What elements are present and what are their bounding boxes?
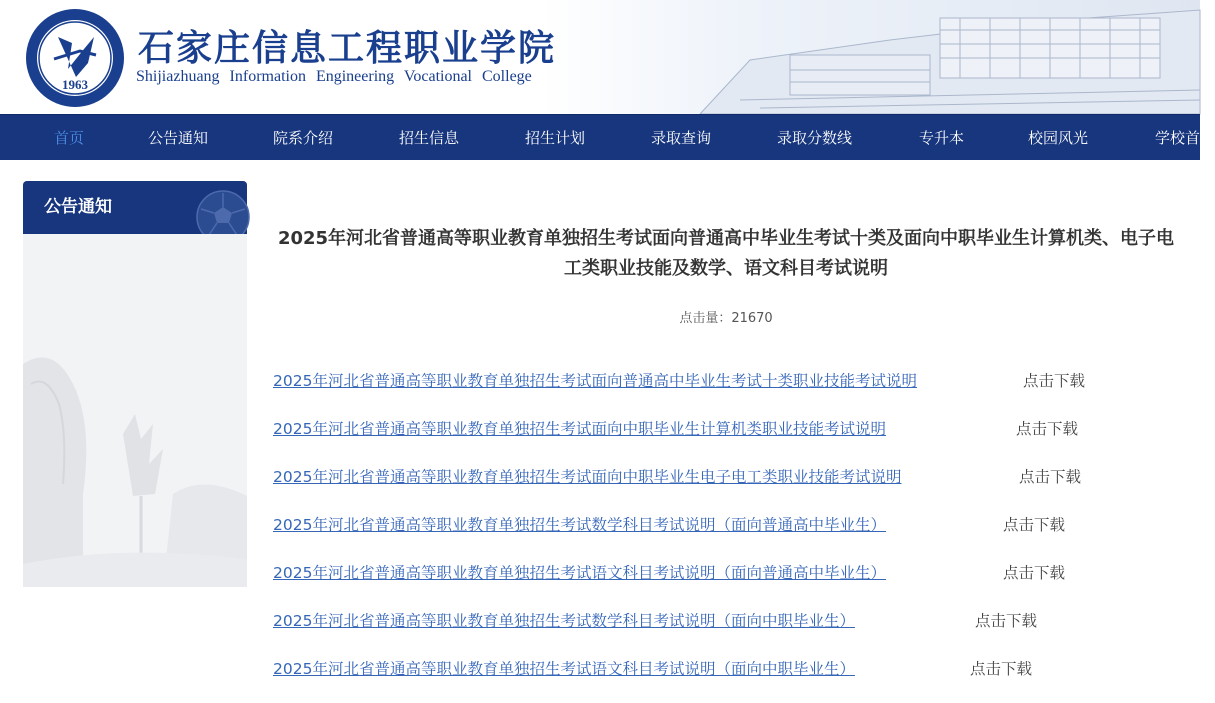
hit-count xyxy=(272,307,1180,326)
document-row xyxy=(273,466,1082,488)
nav-item-admission-info[interactable]: 招生信息 xyxy=(399,129,460,147)
download-link[interactable]: 点击下载 xyxy=(975,612,1038,630)
nav-item-departments[interactable]: 院系介绍 xyxy=(273,129,334,147)
sidebar xyxy=(23,181,247,587)
document-row xyxy=(273,658,1033,680)
nav-item-score-line[interactable]: 录取分数线 xyxy=(777,129,853,147)
college-name-en: Shijiazhuang Information Engineering Vocational College xyxy=(136,68,532,85)
download-link[interactable]: 点击下载 xyxy=(1003,516,1066,534)
download-link[interactable]: 点击下载 xyxy=(1003,564,1066,582)
hit-count-value: 21670 xyxy=(731,311,773,326)
document-row xyxy=(273,514,1066,536)
college-name-cn: 石家庄信息工程职业学院 xyxy=(138,27,557,69)
sidebar-landscape-illustration xyxy=(23,234,247,587)
document-link[interactable]: 2025年河北省普通高等职业教育单独招生考试面向普通高中毕业生考试十类职业技能考试说明 xyxy=(273,372,917,390)
document-row xyxy=(273,610,1038,632)
site-header xyxy=(0,0,1200,114)
document-link[interactable]: 2025年河北省普通高等职业教育单独招生考试数学科目考试说明（面向普通高中毕业生） xyxy=(273,516,886,534)
nav-item-home[interactable]: 首页 xyxy=(54,129,85,147)
download-link[interactable]: 点击下载 xyxy=(1023,372,1086,390)
download-link[interactable]: 点击下载 xyxy=(1019,468,1082,486)
sidebar-title: 公告通知 xyxy=(44,197,112,217)
document-link[interactable]: 2025年河北省普通高等职业教育单独招生考试数学科目考试说明（面向中职毕业生） xyxy=(273,612,855,630)
college-seal-logo xyxy=(24,7,126,109)
nav-item-admission-plan[interactable]: 招生计划 xyxy=(525,129,586,147)
nav-item-admission-query[interactable]: 录取查询 xyxy=(651,129,712,147)
document-row xyxy=(273,418,1079,440)
main-nav xyxy=(0,114,1215,160)
nav-item-announcements[interactable]: 公告通知 xyxy=(148,129,209,147)
sidebar-header xyxy=(23,181,247,234)
seal-year: 1963 xyxy=(62,77,88,92)
hit-count-label: 点击量： xyxy=(679,311,732,326)
nav-item-school-home[interactable]: 学校首页 xyxy=(1155,129,1215,147)
nav-item-campus-scenery[interactable]: 校园风光 xyxy=(1028,129,1089,147)
document-row xyxy=(273,562,1066,584)
document-link[interactable]: 2025年河北省普通高等职业教育单独招生考试语文科目考试说明（面向中职毕业生） xyxy=(273,660,855,678)
document-link[interactable]: 2025年河北省普通高等职业教育单独招生考试面向中职毕业生计算机类职业技能考试说明 xyxy=(273,420,886,438)
download-link[interactable]: 点击下载 xyxy=(1016,420,1079,438)
article-title: 2025年河北省普通高等职业教育单独招生考试面向普通高中毕业生考试十类及面向中职毕业生计算机类、电子电工类职业技能及数学、语文科目考试说明 xyxy=(277,228,1175,279)
download-link[interactable]: 点击下载 xyxy=(970,660,1033,678)
document-row xyxy=(273,370,1086,392)
nav-item-upgrade[interactable]: 专升本 xyxy=(919,129,965,147)
document-link[interactable]: 2025年河北省普通高等职业教育单独招生考试语文科目考试说明（面向普通高中毕业生） xyxy=(273,564,886,582)
document-link[interactable]: 2025年河北省普通高等职业教育单独招生考试面向中职毕业生电子电工类职业技能考试说明 xyxy=(273,468,902,486)
campus-building-banner xyxy=(640,0,1200,114)
